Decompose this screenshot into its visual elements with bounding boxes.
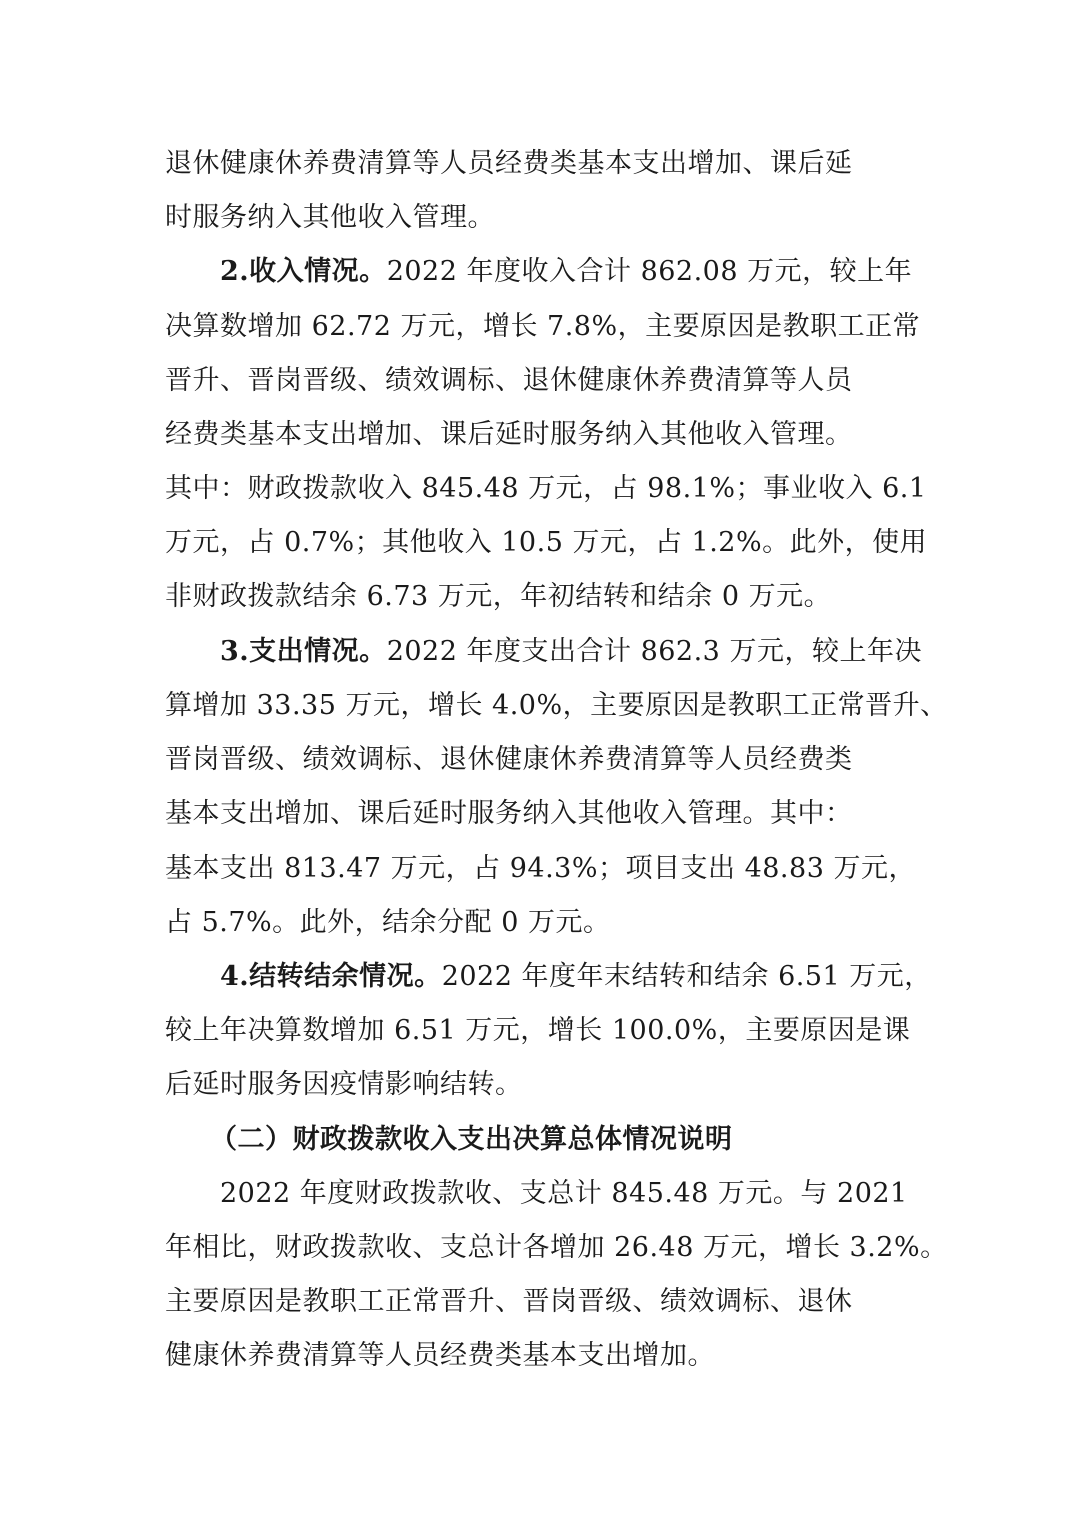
text-line: 健康休养费清算等人员经费类基本支出增加。: [165, 1340, 715, 1371]
text-line: 2022 年度财政拨款收、支总计 845.48 万元。与 2021: [220, 1178, 908, 1209]
text-line: 晋岗晋级、绩效调标、退休健康休养费清算等人员经费类: [165, 744, 853, 775]
paragraph-income: 2.收入情况。2022 年度收入合计 862.08 万元，较上年: [220, 256, 913, 287]
text-line: 算增加 33.35 万元，增长 4.0%，主要原因是教职工正常晋升、: [165, 690, 948, 721]
section-heading-fiscal: （二）财政拨款收入支出决算总体情况说明: [210, 1124, 733, 1155]
text-line: 经费类基本支出增加、课后延时服务纳入其他收入管理。: [165, 419, 853, 450]
section-heading-carryover: 4.结转结余情况。: [220, 961, 442, 992]
text-line: 基本支出增加、课后延时服务纳入其他收入管理。其中：: [165, 798, 853, 829]
text-line: 万元，占 0.7%；其他收入 10.5 万元，占 1.2%。此外，使用: [165, 527, 928, 558]
text-line: 后延时服务因疫情影响结转。: [165, 1069, 523, 1100]
text-line: 较上年决算数增加 6.51 万元，增长 100.0%，主要原因是课: [165, 1015, 911, 1046]
text-line: 占 5.7%。此外，结余分配 0 万元。: [165, 907, 611, 938]
paragraph-carryover: 4.结转结余情况。2022 年度年末结转和结余 6.51 万元，: [220, 961, 932, 992]
text-line: 退休健康休养费清算等人员经费类基本支出增加、课后延: [165, 148, 853, 179]
text-line: 基本支出 813.47 万元，占 94.3%；项目支出 48.83 万元，: [165, 853, 916, 884]
text-line: 年相比，财政拨款收、支总计各增加 26.48 万元，增长 3.2%。: [165, 1232, 948, 1263]
text-line: 时服务纳入其他收入管理。: [165, 202, 495, 233]
paragraph-expenditure: 3.支出情况。2022 年度支出合计 862.3 万元，较上年决: [220, 636, 922, 667]
text-line: 决算数增加 62.72 万元，增长 7.8%，主要原因是教职工正常: [165, 311, 921, 342]
section-heading-expenditure: 3.支出情况。: [220, 636, 387, 667]
text-line: 非财政拨款结余 6.73 万元，年初结转和结余 0 万元。: [165, 581, 832, 612]
text-line: 其中：财政拨款收入 845.48 万元，占 98.1%；事业收入 6.1: [165, 473, 927, 504]
text-line: 主要原因是教职工正常晋升、晋岗晋级、绩效调标、退休: [165, 1286, 853, 1317]
section-heading-income: 2.收入情况。: [220, 256, 387, 287]
text-line: 晋升、晋岗晋级、绩效调标、退休健康休养费清算等人员: [165, 365, 853, 396]
